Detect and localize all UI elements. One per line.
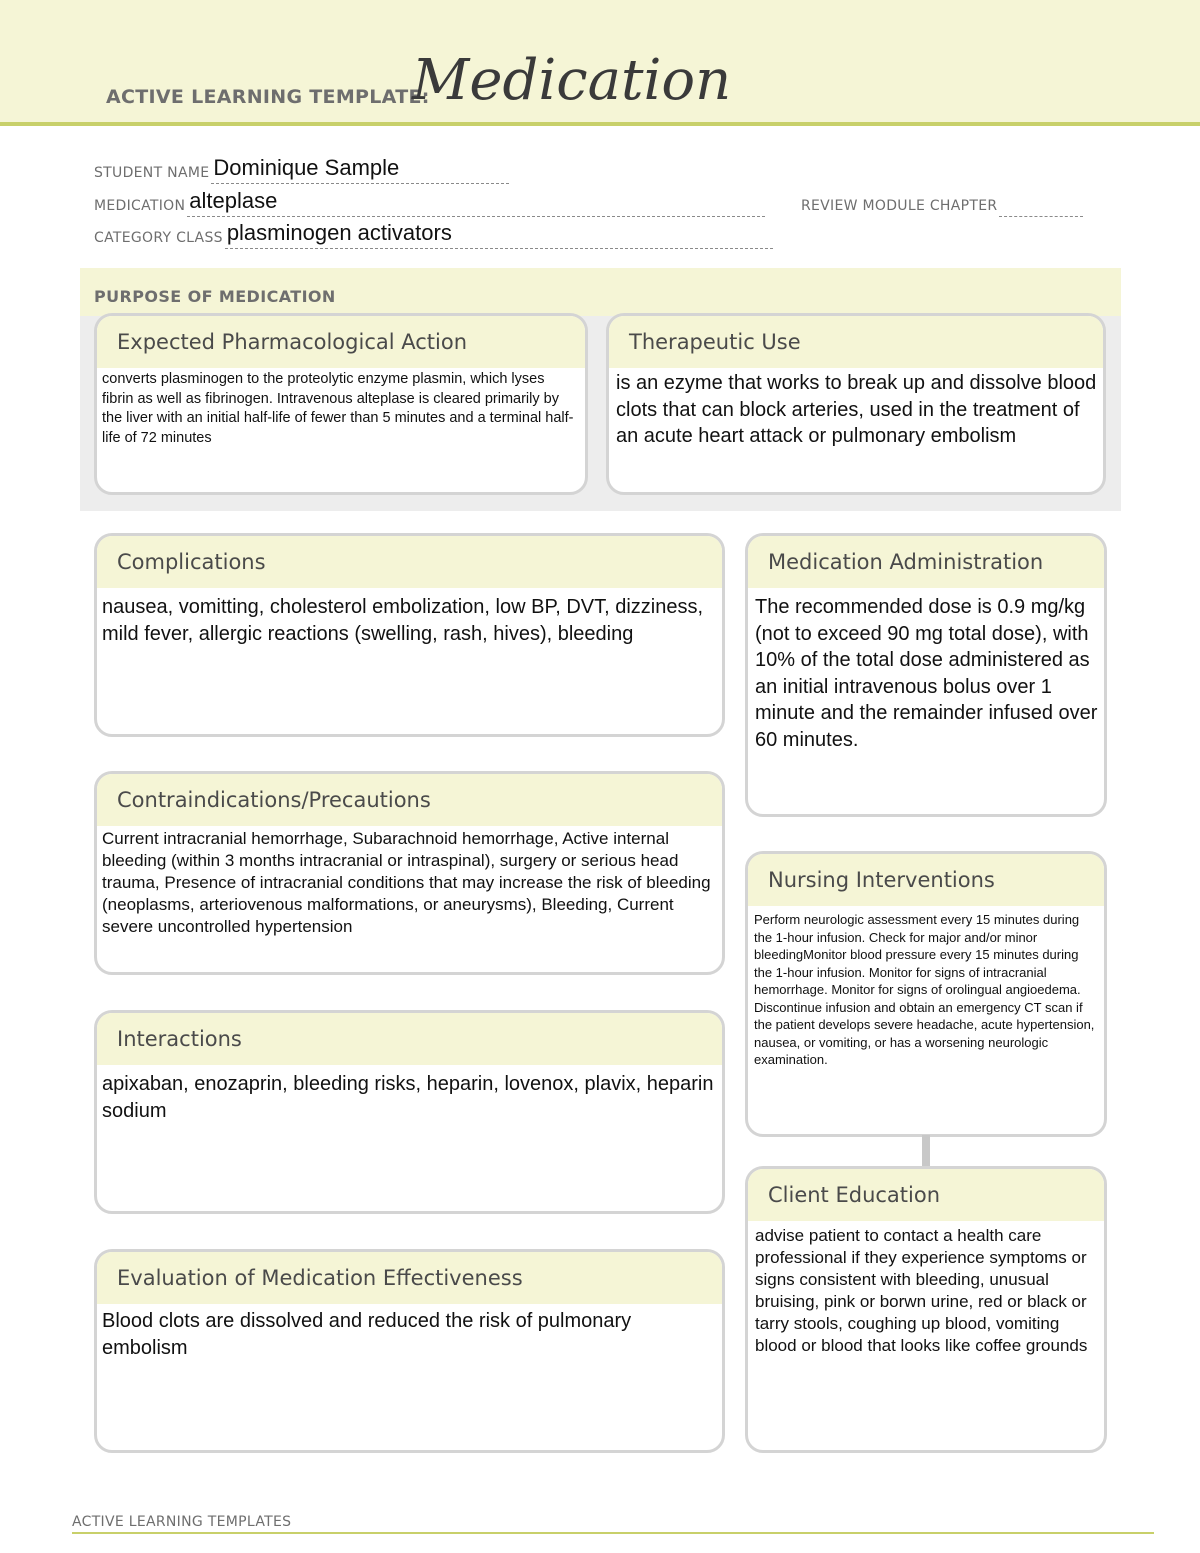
purpose-title: PURPOSE OF MEDICATION [94, 287, 336, 306]
review-module-row [801, 191, 1083, 217]
footer-label: ACTIVE LEARNING TEMPLATES [72, 1514, 292, 1530]
complications-text[interactable]: nausea, vomitting, cholesterol embolization, low BP, DVT, dizziness, mild fever, allergic reactions (swelling, rash, hives), bleeding [102, 596, 704, 645]
complications-heading: Complications [97, 536, 722, 588]
therapeutic-use-text[interactable]: is an ezyme that works to break up and dissolve blood clots that can block arteries, used in the treatment of an acute heart attack or pulmonary embolism [616, 372, 1097, 447]
interactions-heading: Interactions [97, 1013, 722, 1065]
client-education-text[interactable]: advise patient to contact a health care professional if they experience symptoms or signs consistent with bleeding, unusual bruising, pink or borwn urine, red or black or tarry stools, coughing up blood, vomiting blood or blood that looks like coffee grounds [755, 1226, 1088, 1355]
client-education-box [745, 1166, 1107, 1453]
medication-label: MEDICATION [94, 198, 186, 214]
connector-line [922, 1135, 930, 1168]
contraindications-box [94, 771, 725, 975]
contraindications-heading: Contraindications/Precautions [97, 774, 722, 826]
interactions-box [94, 1010, 725, 1214]
contraindications-text[interactable]: Current intracranial hemorrhage, Subarachnoid hemorrhage, Active internal bleeding (within 3 months intracranial or intraspinal), surgery or serious head trauma, Presence of intracranial conditions that may increase the risk of bleeding (neoplasms, arteriovenous malformations, or aneurysms), Bleeding, Current severe uncontrolled hypertension [102, 829, 711, 936]
medication-field[interactable] [187, 188, 765, 217]
footer-divider [72, 1532, 1154, 1534]
therapeutic-use-heading: Therapeutic Use [609, 316, 1103, 368]
student-name-row [94, 155, 509, 184]
nursing-text[interactable]: Perform neurologic assessment every 15 minutes during the 1-hour infusion. Check for major and/or minor bleedingMonitor blood pressure every 15 minutes during the 1-hour infusion. Monitor for signs of intracranial hemorrhage. Monitor for signs of orolingual angioedema. Discontinue infusion and obtain an emergency CT scan if the patient develops severe headache, acute hypertension, nausea, or vomiting, or has a worsening neurologic examination. [754, 912, 1095, 1067]
med-admin-box [745, 533, 1107, 817]
med-admin-heading: Medication Administration [748, 536, 1104, 588]
category-class-label: CATEGORY CLASS [94, 230, 223, 246]
therapeutic-use-box [606, 313, 1106, 495]
complications-box [94, 533, 725, 737]
review-module-label: REVIEW MODULE CHAPTER [801, 198, 998, 214]
client-education-heading: Client Education [748, 1169, 1104, 1221]
medication-row [94, 188, 765, 217]
medication-value: alteplase [189, 188, 278, 213]
review-module-field[interactable] [999, 191, 1083, 217]
category-class-row [94, 220, 773, 249]
interactions-text[interactable]: apixaban, enozaprin, bleeding risks, heparin, lovenox, plavix, heparin sodium [102, 1073, 714, 1122]
expected-action-text[interactable]: converts plasminogen to the proteolytic enzyme plasmin, which lyses fibrin as well as fibrinogen. Intravenous alteplase is cleared primarily by the liver with an initial half-life of fewer than 5 minutes and a terminal half-life of 72 minutes [102, 371, 574, 446]
evaluation-text[interactable]: Blood clots are dissolved and reduced the risk of pulmonary embolism [102, 1310, 632, 1359]
evaluation-box [94, 1249, 725, 1453]
nursing-box [745, 851, 1107, 1137]
nursing-heading: Nursing Interventions [748, 854, 1104, 906]
category-class-value: plasminogen activators [226, 220, 452, 245]
med-admin-text[interactable]: The recommended dose is 0.9 mg/kg (not to exceed 90 mg total dose), with 10% of the total dose administered as an initial intravenous bolus over 1 minute and the remainder infused over 60 minutes. [755, 596, 1098, 751]
evaluation-heading: Evaluation of Medication Effectiveness [97, 1252, 722, 1304]
template-label: ACTIVE LEARNING TEMPLATE: [106, 86, 430, 108]
student-name-value: Dominique Sample [213, 155, 400, 180]
student-name-field[interactable] [211, 155, 509, 184]
header-divider [0, 122, 1200, 126]
student-name-label: STUDENT NAME [94, 165, 210, 181]
expected-action-box [94, 313, 588, 495]
expected-action-heading: Expected Pharmacological Action [97, 316, 585, 368]
page-title: Medication [412, 48, 732, 113]
category-class-field[interactable] [225, 220, 773, 249]
